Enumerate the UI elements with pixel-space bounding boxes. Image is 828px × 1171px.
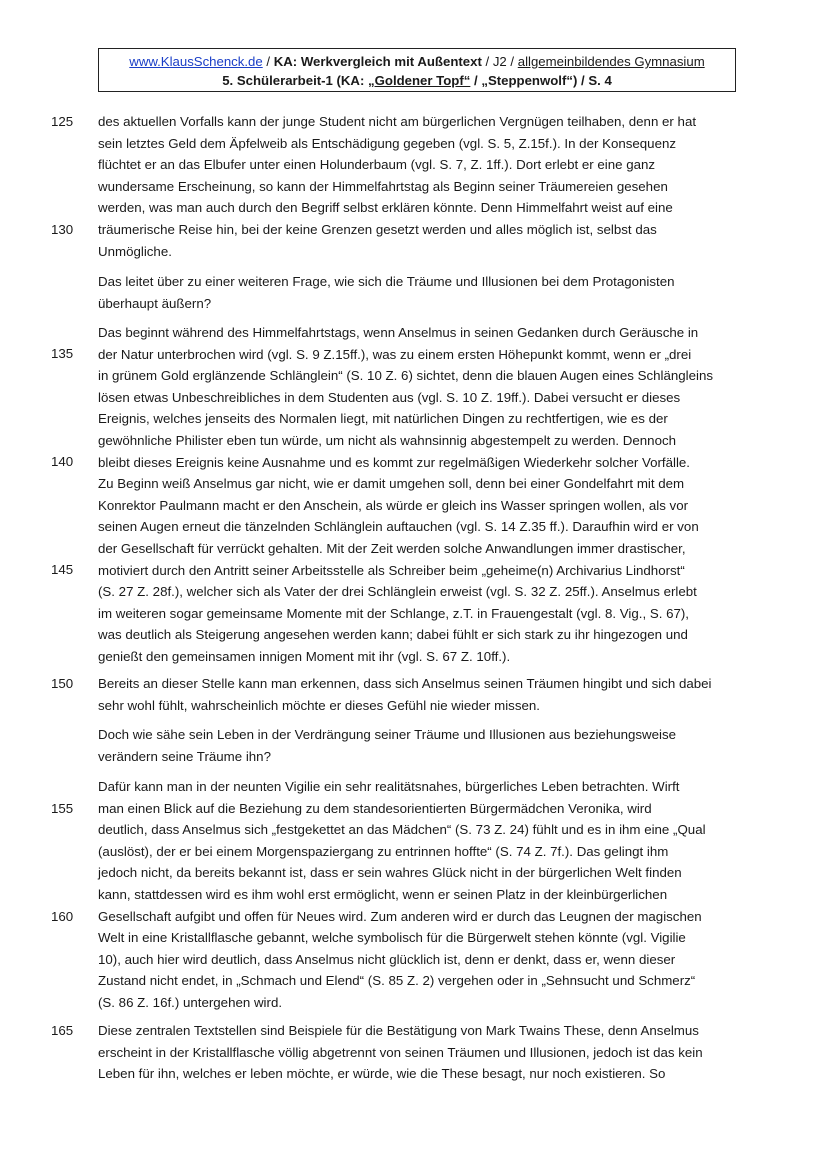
page-number: ) / S. 4 xyxy=(572,73,612,88)
header-row-1 xyxy=(99,52,735,71)
line-number: 150 xyxy=(51,676,74,691)
paragraph xyxy=(98,673,734,716)
text-line: Konrektor Paulmann macht er den Anschein, als würde er gleich ins Wasser springen wollen, als vor xyxy=(98,497,689,513)
text-line: sein letztes Geld dem Äpfelweib als Entschädigung gegeben (vgl. S. 5, Z.15f.). In der Konsequenz xyxy=(98,135,677,151)
header-prefix: 5. Schülerarbeit-1 (KA: xyxy=(222,73,369,88)
text-line: träumerische Reise hin, bei der keine Grenzen gesetzt werden und alles möglich ist, selbst das xyxy=(98,221,657,237)
text-line: gewöhnliche Philister eben tun würde, um nicht als wahnsinnig abgestempelt zu werden. Dennoch xyxy=(98,432,677,448)
text-line: bleibt dieses Ereignis keine Ausnahme und es kommt zur regelmäßigen Wiederkehr solcher Vorfälle. xyxy=(98,454,691,470)
text-line: Das beginnt während des Himmelfahrtstags, wenn Anselmus in seinen Gedanken durch Geräusche in xyxy=(98,325,699,340)
text-line: motiviert durch den Antritt seiner Arbeitsstelle als Schreiber beim „geheime(n) Archivarius Lindhorst“ xyxy=(98,562,685,578)
text-line: jedoch nicht, da bereits bekannt ist, dass er sein wahres Glück nicht in der bürgerlichen Welt finden xyxy=(98,865,682,881)
text-line: seinen Augen erneut die tänzelnden Schlänglein auftauchen (vgl. S. 14 Z.35 ff.). Daraufhin wird er von xyxy=(98,519,699,535)
line-number: 125 xyxy=(51,114,74,129)
text-line: Gesellschaft aufgibt und offen für Neues wird. Zum anderen wird er durch das Leugnen der magischen xyxy=(98,908,702,924)
text-line: Welt in eine Kristallflasche gebannt, welche symbolisch für die Bürgerwelt stehen könnte (vgl. Vigilie xyxy=(98,930,686,946)
text-line: werden, was man auch durch den Begriff selbst erklären könnte. Denn Himmelfahrt weist auf eine xyxy=(98,200,673,216)
text-line: des aktuellen Vorfalls kann der junge Student nicht am bürgerlichen Vergnügen teilhaben, denn er hat xyxy=(98,114,697,129)
line-number: 160 xyxy=(51,909,74,924)
text-line: der Natur unterbrochen wird (vgl. S. 9 Z.15ff.), was zu einem ersten Höhepunkt kommt, wenn er „drei xyxy=(98,346,692,362)
site-link[interactable]: www.KlausSchenck.de xyxy=(129,54,263,69)
text-line: genießt den gemeinsamen innigen Moment mit ihr (vgl. S. 67 Z. 10ff.). xyxy=(98,648,511,664)
header-row-2 xyxy=(99,71,735,90)
school-type: allgemeinbildendes Gymnasium xyxy=(517,54,705,69)
line-number: 145 xyxy=(51,562,74,577)
text-line: der Gesellschaft für verrückt gehalten. Mit der Zeit werden solche Anwandlungen immer drastischer, xyxy=(98,540,686,556)
text-line: lösen etwas Unbeschreibliches in dem Studenten aus (vgl. S. 10 Z. 19ff.). Dabei versucht er dieses xyxy=(98,389,681,405)
header-separator: / xyxy=(262,54,274,69)
text-line: wundersame Erscheinung, so kann der Himmelfahrtstag als Beginn seiner Träumereien gesehen xyxy=(98,178,668,194)
text-line: in grünem Gold erglänzende Schlänglein“ (S. 10 Z. 6) sichtet, denn die blauen Augen eines Schlängleins xyxy=(98,368,714,384)
text-line: (S. 86 Z. 16f.) untergehen wird. xyxy=(98,994,283,1010)
text-line: Diese zentralen Textstellen sind Beispiele für die Bestätigung von Mark Twains These, denn Anselmus xyxy=(98,1023,699,1038)
paragraph xyxy=(98,111,734,262)
work-title-2: „Steppenwolf“ xyxy=(481,73,573,88)
text-line: (S. 27 Z. 28f.), welcher sich als Vater der drei Schlänglein erweist (vgl. S. 32 Z. 25ff.). Anselmus erlebt xyxy=(98,584,697,600)
text-line: Dafür kann man in der neunten Vigilie ein sehr realitätsnahes, bürgerliches Leben betrachten. Wirft xyxy=(98,779,680,794)
text-line: Das leitet über zu einer weiteren Frage, wie sich die Träume und Illusionen bei dem Protagonisten xyxy=(98,274,675,289)
ka-title: KA: Werkvergleich mit Außentext xyxy=(273,54,482,69)
work-title-1: „Goldener Topf“ xyxy=(368,73,471,88)
line-number: 130 xyxy=(51,222,74,237)
text-line: Bereits an dieser Stelle kann man erkennen, dass sich Anselmus seinen Träumen hingibt und sich dabei xyxy=(98,676,712,691)
paragraph xyxy=(98,1020,734,1085)
text-line: man einen Blick auf die Beziehung zu dem standesorientierten Bürgermädchen Veronika, wird xyxy=(98,800,652,816)
text-line: erscheint in der Kristallflasche völlig abgetrennt von seinen Träumen und Illusionen, jedoch ist das kein xyxy=(98,1044,703,1060)
text-line: Ereignis, welches jenseits des Normalen liegt, mit natürlichen Dingen zu rechtfertigen, wie es der xyxy=(98,411,668,427)
text-line: flüchtet er an das Elbufer unter einen Holunderbaum (vgl. S. 7, Z. 1ff.). Dort erlebt er eine ganz xyxy=(98,157,656,173)
text-line: im weiteren sogar gemeinsame Momente mit der Schlange, z.T. in Frauengestalt (vgl. 8. Vig., S. 67), xyxy=(98,605,689,621)
text-line: Leben für ihn, welches er leben möchte, er würde, wie die These besagt, nur noch existieren. So xyxy=(98,1066,666,1082)
text-line: Zu Beginn weiß Anselmus gar nicht, wie er damit umgehen soll, denn bei einer Gondelfahrt mit dem xyxy=(98,476,685,492)
text-line: verändern seine Träume ihn? xyxy=(98,748,271,764)
header-separator: / J2 / xyxy=(481,54,518,69)
text-line: Doch wie sähe sein Leben in der Verdrängung seiner Träume und Illusionen aus beziehungsweise xyxy=(98,727,677,742)
text-line: (auslöst), der er bei einem Morgenspaziergang zu entrinnen hoffte“ (S. 74 Z. 7f.). Das gelingt ihm xyxy=(98,843,669,859)
paragraph xyxy=(98,322,734,668)
text-line: Zustand nicht endet, in „Schmach und Elend“ (S. 85 Z. 2) vergehen oder in „Sehnsucht und Schmerz“ xyxy=(98,973,696,989)
line-number: 140 xyxy=(51,454,74,469)
text-line: sehr wohl fühlt, wahrscheinlich möchte er dieses Gefühl nie wieder missen. xyxy=(98,697,540,713)
line-number: 155 xyxy=(51,801,74,816)
paragraph xyxy=(98,724,734,767)
line-number: 135 xyxy=(51,346,74,361)
text-line: kann, stattdessen wird es ihm wohl erst ermöglicht, wenn er seinen Platz in der kleinbürgerlichen xyxy=(98,886,668,902)
text-line: überhaupt äußern? xyxy=(98,295,212,311)
text-line: deutlich, dass Anselmus sich „festgekettet an das Mädchen“ (S. 73 Z. 24) fühlt und es in ihm eine „Qual xyxy=(98,822,706,838)
text-line: 10), auch hier wird deutlich, dass Anselmus nicht glücklich ist, denn er denkt, dass er, wenn dieser xyxy=(98,951,676,967)
paragraph xyxy=(98,271,734,314)
text-line: was deutlich als Steigerung angesehen werden kann; dabei fühlt er sich stark zu ihr hingezogen und xyxy=(98,627,688,643)
text-line: Unmögliche. xyxy=(98,243,172,259)
paragraph xyxy=(98,776,734,1014)
page-header xyxy=(98,48,736,92)
header-separator: / xyxy=(470,73,482,88)
line-number: 165 xyxy=(51,1023,74,1038)
